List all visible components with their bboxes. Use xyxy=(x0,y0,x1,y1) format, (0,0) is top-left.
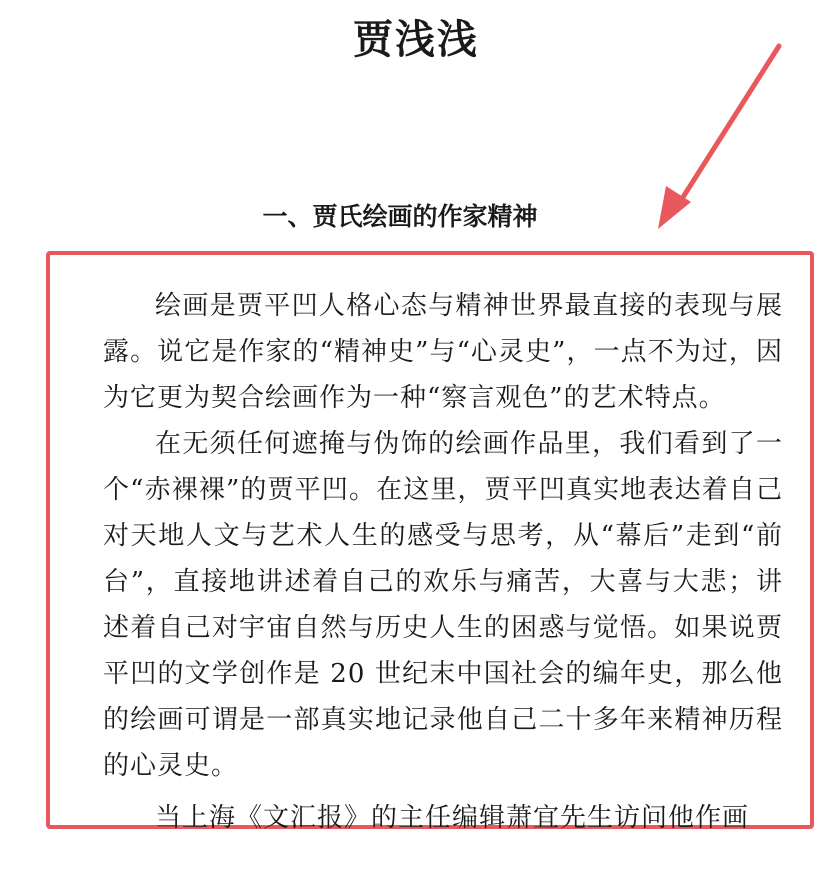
paragraph: 绘画是贾平凹人格心态与精神世界最直接的表现与展露。说它是作家的“精神史”与“心灵史”，一点不为过，因为它更为契合绘画作为一种“察言观色”的艺术特点。 xyxy=(103,291,783,413)
paragraph: 在无须任何遮掩与伪饰的绘画作品里，我们看到了一个“赤裸裸”的贾平凹。在这里，贾平凹真实地表达着自己对天地人文与艺术人生的感受与思考，从“幕后”走到“前台”，直接地讲述着自己的欢乐与痛苦，大喜与大悲；讲述着自己对宇宙自然与历史人生的困惑与觉悟。如果说贾平凹的文学创作是 20 世纪末中国社会的编年史，那么他的绘画可谓是一部真实地记录他自己二十多年来精神历程的心灵史。 xyxy=(103,429,783,781)
paragraph: 当上海《文汇报》的主任编辑萧宜先生访问他作画 xyxy=(155,803,750,833)
page-title: 贾浅浅 xyxy=(353,17,479,63)
body-text xyxy=(103,283,783,841)
section-heading: 一、贾氏绘画的作家精神 xyxy=(262,202,538,231)
